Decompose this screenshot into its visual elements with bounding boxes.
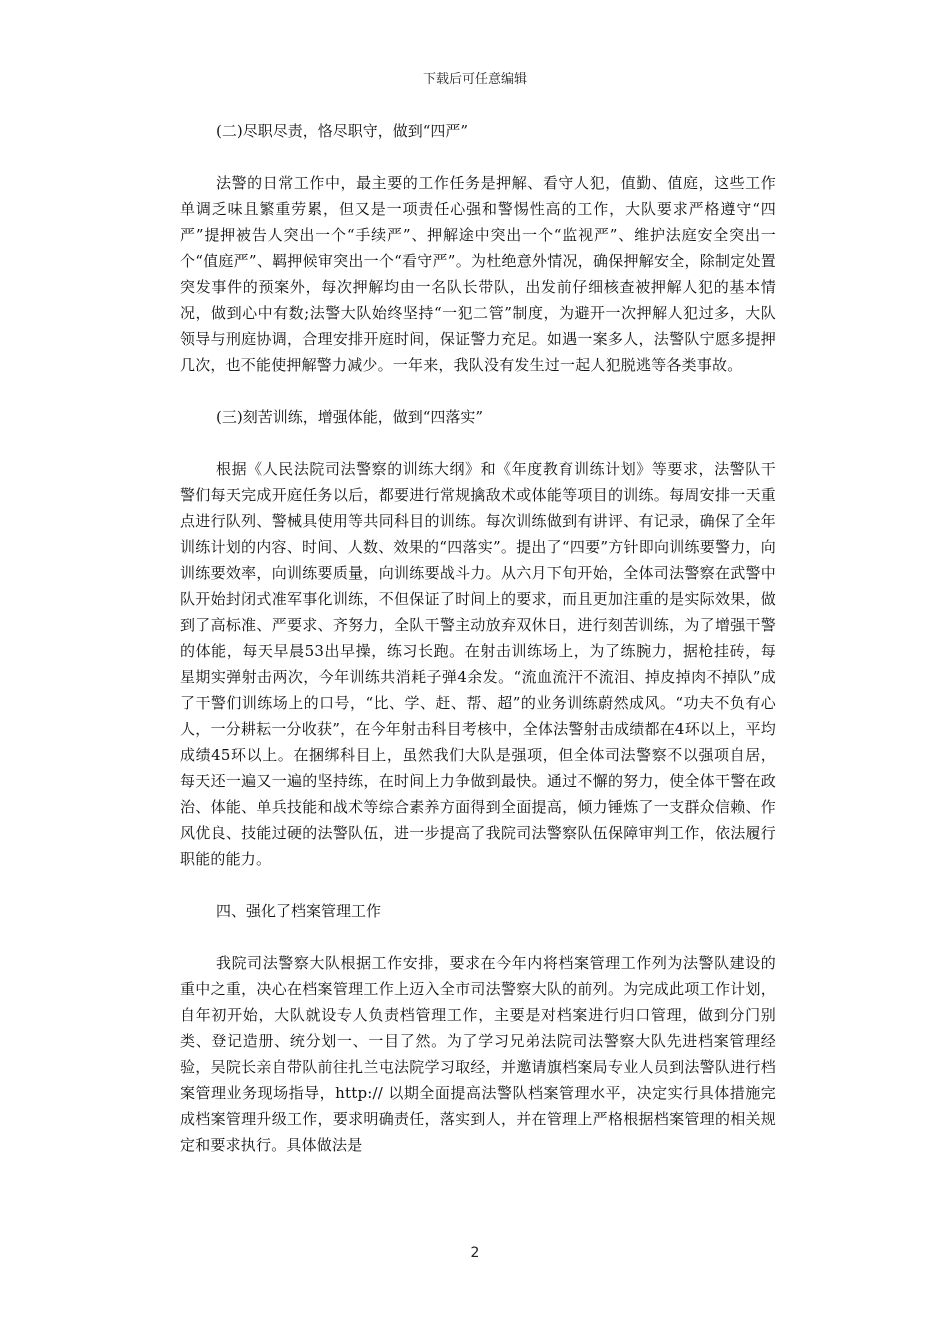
header-note: 下载后可任意编辑 — [422, 72, 527, 87]
section-heading-duty: (二)尽职尽责，恪尽职守，做到“四严” — [216, 122, 469, 140]
section-paragraph-archives: 我院司法警察大队根据工作安排，要求在今年内将档案管理工作列为法警队建设的重中之重，决心在档案管理工作上迈入全市司法警察大队的前列。为完成此项工作计划，自年初开始，大队就设专人负责档管理工作，主要是对档案进行归口管理，做到分门别类、登记造册、统分划一、一目了然。为了学习兄弟法院司法警察大队先进档案管理经验，吴院长亲自带队前往扎兰屯法院学习取经，并邀请旗档案局专业人员到法警队进行档案管理业务现场指导，http:// 以期全面提高法警队档案管理水平，决定实行具体措施完成档案管理升级工作，要求明确责任，落实到人，并在管理上严格根据档案管理的相关规定和要求执行。具体做法是 — [180, 954, 776, 1154]
section-heading-training: (三)刻苦训练，增强体能，做到“四落实” — [216, 408, 484, 426]
section-heading-archives: 四、强化了档案管理工作 — [216, 902, 382, 920]
document-body — [180, 120, 776, 1186]
section-paragraph-duty: 法警的日常工作中，最主要的工作任务是押解、看守人犯，值勤、值庭，这些工作单调乏味且繁重劳累，但又是一项责任心强和警惕性高的工作，大队要求严格遵守“四严”提押被告人突出一个“手续严”、押解途中突出一个“监视严”、维护法庭安全突出一个“值庭严”、羁押候审突出一个“看守严”。为杜绝意外情况，确保押解安全，除制定处置突发事件的预案外，每次押解均由一名队长带队，出发前仔细核查被押解人犯的基本情况，做到心中有数;法警大队始终坚持“一犯二管”制度，为避开一次押解人犯过多，大队领导与刑庭协调，合理安排开庭时间，保证警力充足。如遇一案多人，法警队宁愿多提押几次，也不能使押解警力减少。一年来，我队没有发生过一起人犯脱逃等各类事故。 — [180, 174, 776, 374]
section-paragraph-training: 根据《人民法院司法警察的训练大纲》和《年度教育训练计划》等要求，法警队干警们每天完成开庭任务以后，都要进行常规擒敌术或体能等项目的训练。每周安排一天重点进行队列、警械具使用等共同科目的训练。每次训练做到有讲评、有记录，确保了全年训练计划的内容、时间、人数、效果的“四落实”。提出了“四要”方针即向训练要警力，向训练要效率，向训练要质量，向训练要战斗力。从六月下旬开始，全体司法警察在武警中队开始封闭式准军事化训练，不但保证了时间上的要求，而且更加注重的是实际效果，做到了高标准、严要求、齐努力，全队干警主动放弃双休日，进行刻苦训练，为了增强干警的体能，每天早晨53出早操，练习长跑。在射击训练场上，为了练腕力，据枪挂砖，每星期实弹射击两次，今年训练共消耗子弹4余发。“流血流汗不流泪、掉皮掉肉不掉队”成了干警们训练场上的口号，“比、学、赶、帮、超”的业务训练蔚然成风。“功夫不负有心人，一分耕耘一分收获”，在今年射击科目考核中，全体法警射击成绩都在4环以上，平均成绩45环以上。在捆绑科目上，虽然我们大队是强项，但全体司法警察不以强项自居，每天还一遍又一遍的坚持练，在时间上力争做到最快。通过不懈的努力，使全体干警在政治、体能、单兵技能和战术等综合素养方面得到全面提高，倾力锤炼了一支群众信赖、作风优良、技能过硬的法警队伍，进一步提高了我院司法警察队伍保障审判工作，依法履行职能的能力。 — [180, 460, 776, 868]
page-number: 2 — [470, 1245, 480, 1261]
